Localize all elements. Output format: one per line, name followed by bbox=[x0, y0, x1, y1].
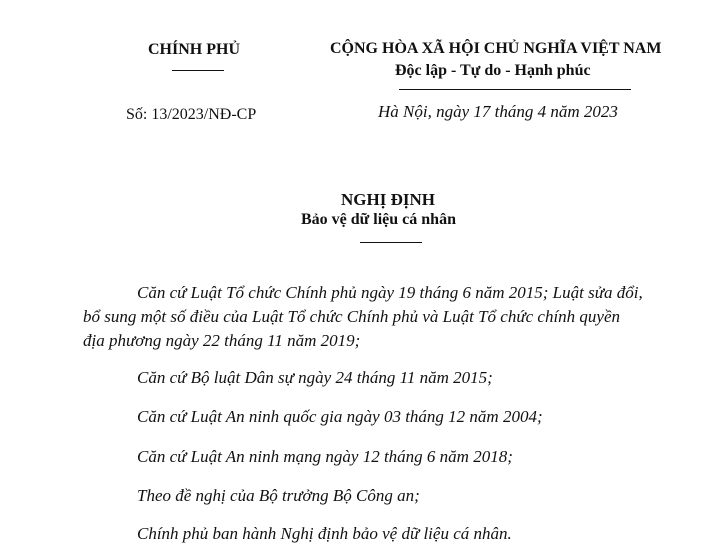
motto-underline bbox=[399, 89, 631, 90]
document-type: NGHỊ ĐỊNH bbox=[341, 190, 435, 209]
preamble-line: Căn cứ Luật An ninh quốc gia ngày 03 tháng 12 năm 2004; bbox=[137, 407, 543, 426]
preamble-line: Chính phủ ban hành Nghị định bảo vệ dữ liệu cá nhân. bbox=[137, 524, 512, 543]
document-number: Số: 13/2023/NĐ-CP bbox=[126, 106, 257, 123]
agency-underline bbox=[172, 70, 224, 71]
preamble-line: bổ sung một số điều của Luật Tổ chức Chính phủ và Luật Tổ chức chính quyền bbox=[83, 307, 621, 326]
national-name: CỘNG HÒA XÃ HỘI CHỦ NGHĨA VIỆT NAM bbox=[330, 40, 662, 57]
preamble-line: Căn cứ Luật Tổ chức Chính phủ ngày 19 tháng 6 năm 2015; Luật sửa đổi, bbox=[137, 283, 643, 302]
national-motto: Độc lập - Tự do - Hạnh phúc bbox=[395, 62, 591, 79]
preamble-line: Căn cứ Luật An ninh mạng ngày 12 tháng 6 năm 2018; bbox=[137, 447, 513, 466]
title-underline bbox=[360, 242, 422, 243]
issuing-agency: CHÍNH PHỦ bbox=[148, 41, 240, 58]
document-title: Bảo vệ dữ liệu cá nhân bbox=[301, 211, 456, 228]
preamble-line: Theo đề nghị của Bộ trưởng Bộ Công an; bbox=[137, 486, 420, 505]
preamble-line: Căn cứ Bộ luật Dân sự ngày 24 tháng 11 năm 2015; bbox=[137, 368, 493, 387]
place-date: Hà Nội, ngày 17 tháng 4 năm 2023 bbox=[378, 102, 618, 121]
preamble-line: địa phương ngày 22 tháng 11 năm 2019; bbox=[83, 331, 361, 350]
